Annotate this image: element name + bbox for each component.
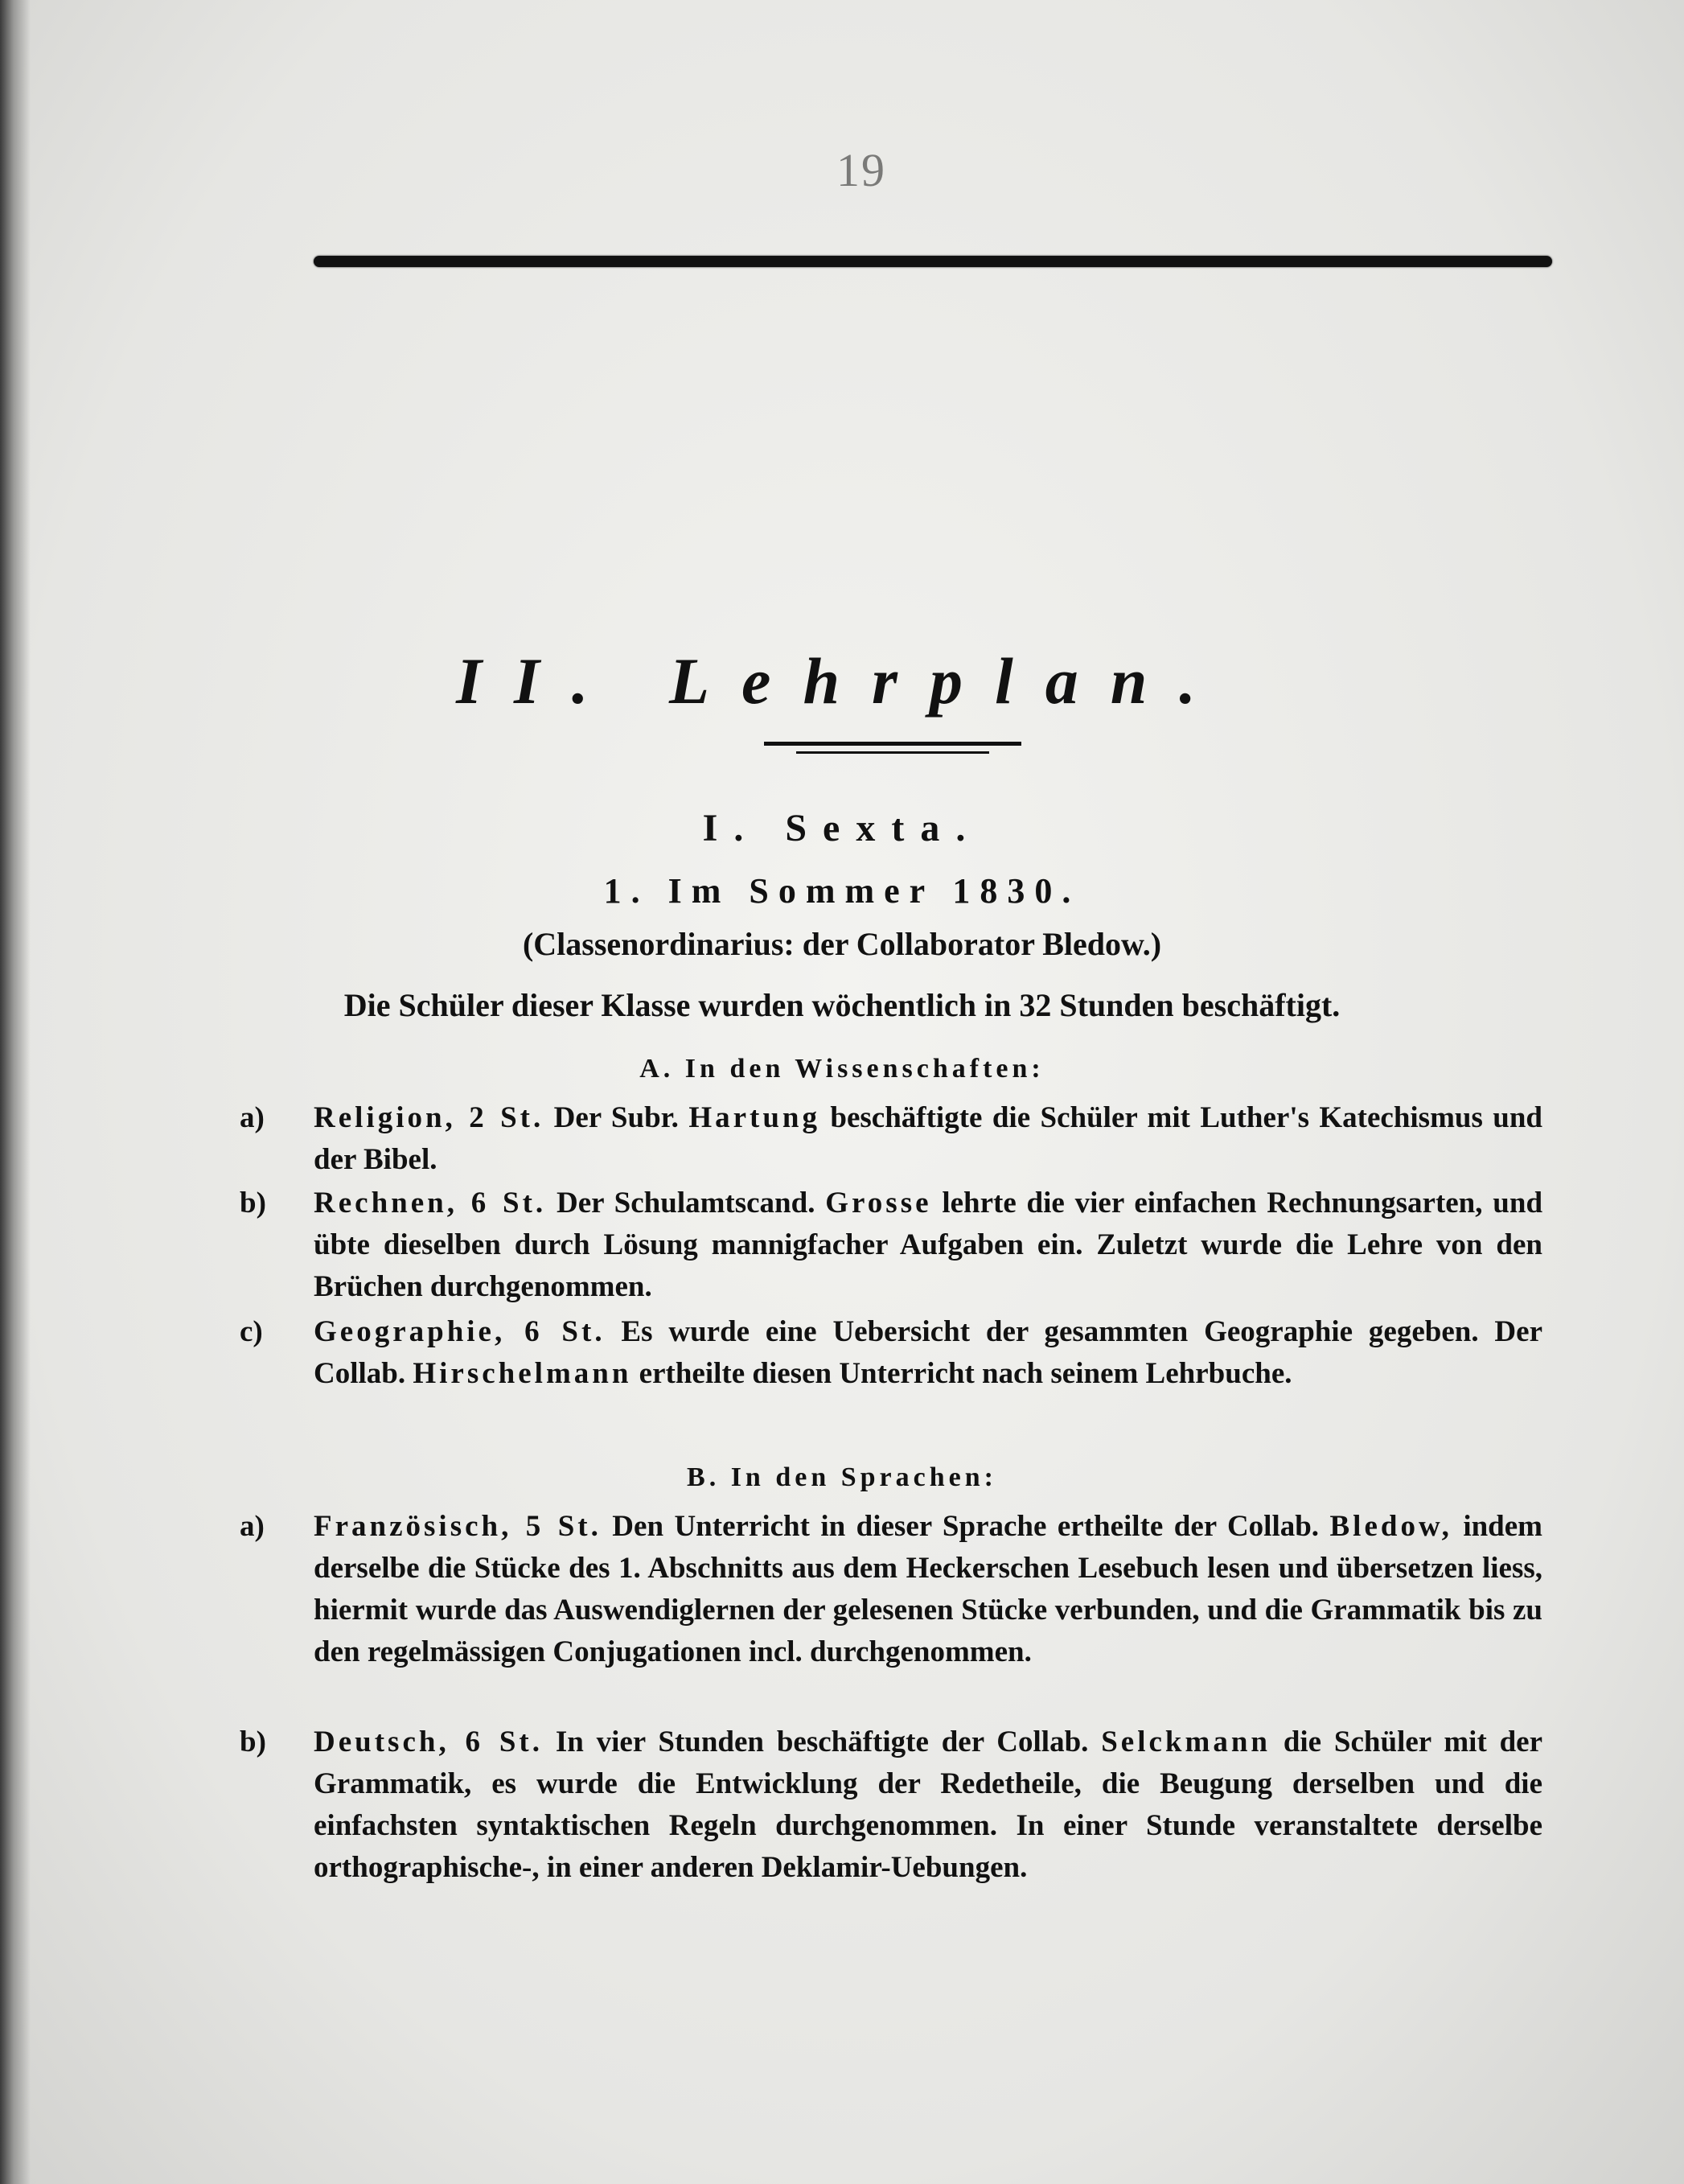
page-number: 19	[836, 144, 886, 196]
item-subject: Französisch, 5 St.	[314, 1510, 602, 1543]
item-text: In vier Stunden beschäftigte der Collab.	[555, 1725, 1089, 1758]
class-ordinarius: (Classenordinarius: der Collaborator Bledow.)	[522, 926, 1162, 962]
list-item	[240, 1097, 1542, 1181]
intro-line: Die Schüler dieser Klasse wurden wöchentlich in 32 Stunden beschäftigt.	[343, 987, 1341, 1023]
item-text: Der Schulamtscand.	[556, 1187, 815, 1220]
list-item	[240, 1182, 1542, 1308]
item-text: beschäftigte die Schüler mit Luther's Katechismus und der Bibel.	[314, 1101, 1543, 1176]
item-text: die Schüler mit der Grammatik, es wurde die Entwicklung der Redetheile, die Beugung derselben und die einfachsten syntaktischen Regeln durchgenommen. In einer Stunde veranstaltete derselbe orthographische-, in einer anderen Deklamir-Uebungen.	[314, 1725, 1543, 1884]
teacher-name: Hirschelmann	[413, 1357, 632, 1390]
teacher-name: Hartung	[688, 1101, 820, 1134]
list-item	[240, 1506, 1542, 1673]
title-underline-short	[796, 751, 989, 754]
section-heading: I. Sexta.	[702, 807, 982, 849]
item-marker: a)	[240, 1101, 265, 1134]
teacher-name: Grosse	[825, 1187, 932, 1220]
item-marker: c)	[240, 1315, 263, 1348]
page-title: II. Lehrplan.	[456, 644, 1228, 718]
item-text: lehrte die vier einfachen Rechnungsarten, und übte dieselben durch Lösung mannigfacher Aufgaben ein. Zuletzt wurde die Lehre von den Brüchen durchgenommen.	[314, 1187, 1543, 1303]
item-marker: b)	[240, 1725, 266, 1758]
item-subject: Rechnen, 6 St.	[314, 1187, 547, 1220]
scan-edge-shadow	[0, 0, 31, 2184]
teacher-name: Selckmann	[1101, 1725, 1271, 1758]
heading-sciences: A. In den Wissenschaften:	[639, 1054, 1045, 1084]
item-text: Der Subr.	[553, 1101, 679, 1134]
item-text: ertheilte diesen Unterricht nach seinem Lehrbuche.	[639, 1357, 1292, 1390]
bleed-through-texture	[241, 241, 1528, 804]
list-item	[240, 1721, 1542, 1889]
heading-languages: B. In den Sprachen:	[687, 1462, 997, 1492]
list-item	[240, 1311, 1542, 1395]
item-subject: Geographie, 6 St.	[314, 1315, 606, 1348]
item-text: Es wurde eine Uebersicht der gesammten Geographie gegeben. Der Collab.	[314, 1315, 1542, 1390]
teacher-name: Bledow,	[1329, 1510, 1452, 1543]
item-marker: a)	[240, 1510, 265, 1543]
title-underline	[764, 742, 1021, 746]
item-text: Den Unterricht in dieser Sprache ertheilte der Collab.	[612, 1510, 1320, 1543]
top-rule	[314, 256, 1552, 267]
item-subject: Deutsch, 6 St.	[314, 1725, 543, 1758]
subsection-heading: 1. Im Sommer 1830.	[603, 871, 1081, 911]
item-text: indem derselbe die Stücke des 1. Abschnitts aus dem Heckerschen Lesebuch lesen und übersetzen liess, hiermit wurde das Auswendiglernen der gelesenen Stücke verbunden, und die Grammatik bis zu den regelmässigen Conjugationen incl. durchgenommen.	[314, 1510, 1543, 1668]
item-marker: b)	[240, 1187, 266, 1220]
item-subject: Religion, 2 St.	[314, 1101, 544, 1134]
